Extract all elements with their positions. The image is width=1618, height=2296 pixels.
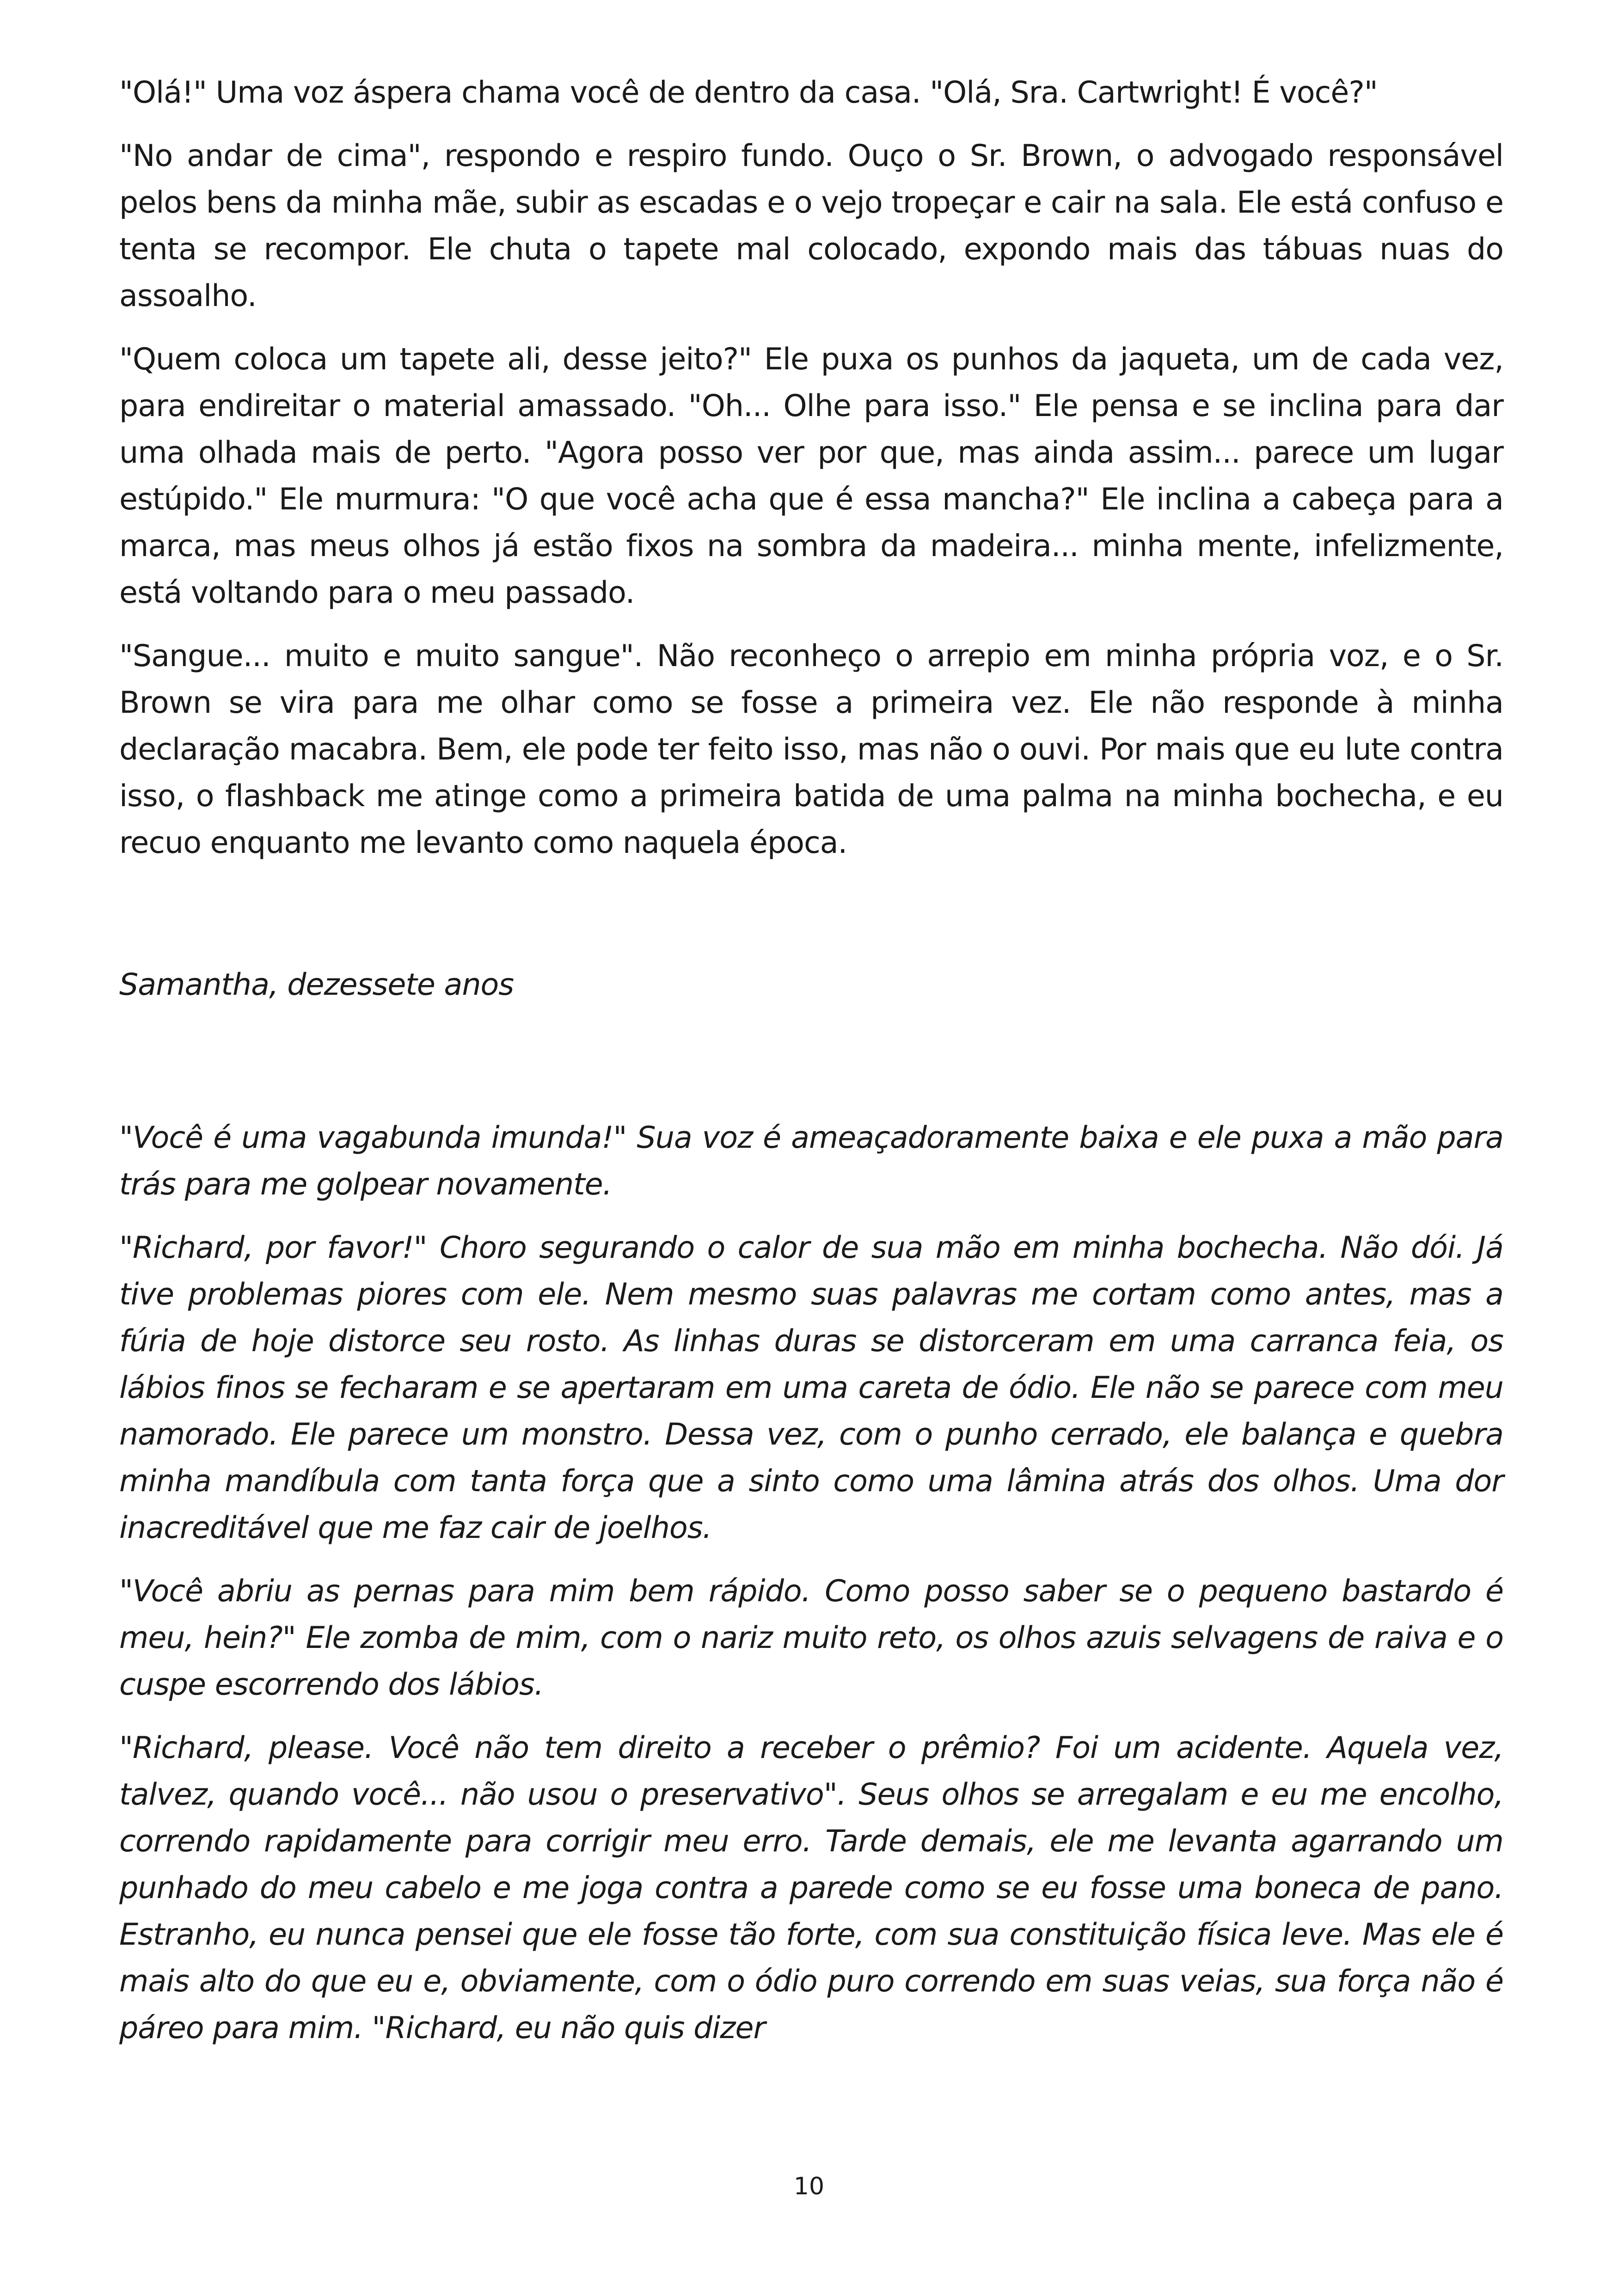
paragraph-1: "Olá!" Uma voz áspera chama você de dentro da casa. "Olá, Sra. Cartwright! É você?" xyxy=(119,75,1378,110)
italic-paragraph-3: "Você abriu as pernas para mim bem rápido. Como posso saber se o pequeno bastardo é meu, hein?" Ele zomba de mim, com o nariz muito reto, os olhos azuis selvagens de raiva e o cuspe escorrendo dos lábios. xyxy=(119,1574,1503,1702)
italic-paragraph-1: "Você é uma vagabunda imunda!" Sua voz é ameaçadoramente baixa e ele puxa a mão para trás para me golpear novamente. xyxy=(119,1120,1503,1202)
section-spacer-top xyxy=(119,883,1503,961)
paragraph-2: "No andar de cima", respondo e respiro fundo. Ouço o Sr. Brown, o advogado responsável pelos bens da minha mãe, subir as escadas e o vejo tropeçar e cair na sala. Ele está confuso e tenta se recompor. Ele chuta o tapete mal colocado, expondo mais das tábuas nuas do assoalho. xyxy=(119,139,1503,313)
paragraph-4: "Sangue... muito e muito sangue". Não reconheço o arrepio em minha própria voz, e o Sr. Brown se vira para me olhar como se fosse a primeira vez. Ele não responde à minha declaração macabra. Bem, ele pode ter feito isso, mas não o ouvi. Por mais que eu lute contra isso, o flashback me atinge como a primeira batida de uma palma na minha bochecha, e eu recuo enquanto me levanto como naquela época. xyxy=(119,639,1503,860)
italic-paragraph-2: "Richard, por favor!" Choro segurando o calor de sua mão em minha bochecha. Não dói. Já tive problemas piores com ele. Nem mesmo suas palavras me cortam como antes, mas a fúria de hoje distorce seu rosto. As linhas duras se distorceram em uma carranca feia, os lábios finos se fecharam e se apertaram em uma careta de ódio. Ele não se parece com meu namorado. Ele parece um monstro. Dessa vez, com o punho cerrado, ele balança e quebra minha mandíbula com tanta força que a sinto como uma lâmina atrás dos olhos. Uma dor inacreditável que me faz cair de joelhos. xyxy=(119,1231,1503,1545)
section-heading: Samantha, dezessete anos xyxy=(119,967,514,1002)
italic-paragraph-4: "Richard, please. Você não tem direito a receber o prêmio? Foi um acidente. Aquela vez, talvez, quando você... não usou o preservativo". Seus olhos se arregalam e eu me encolho, correndo rapidamente para corrigir meu erro. Tarde demais, ele me levanta agarrando um punhado do meu cabelo e me joga contra a parede como se eu fosse uma boneca de pano. Estranho, eu nunca pensei que ele fosse tão forte, com sua constituição física leve. Mas ele é mais alto do que eu e, obviamente, com o ódio puro correndo em suas veias, sua força não é páreo para mim. "Richard, eu não quis dizer xyxy=(119,1731,1503,2045)
paragraph-3: "Quem coloca um tapete ali, desse jeito?" Ele puxa os punhos da jaqueta, um de cada vez, para endireitar o material amassado. "Oh... Olhe para isso." Ele pensa e se inclina para dar uma olhada mais de perto. "Agora posso ver por que, mas ainda assim... parece um lugar estúpido." Ele murmura: "O que você acha que é essa mancha?" Ele inclina a cabeça para a marca, mas meus olhos já estão fixos na sombra da madeira... minha mente, infelizmente, está voltando para o meu passado. xyxy=(119,342,1503,610)
page-number: 10 xyxy=(793,2173,825,2200)
section-spacer-bottom xyxy=(119,1008,1503,1114)
page-body xyxy=(119,69,1503,2068)
